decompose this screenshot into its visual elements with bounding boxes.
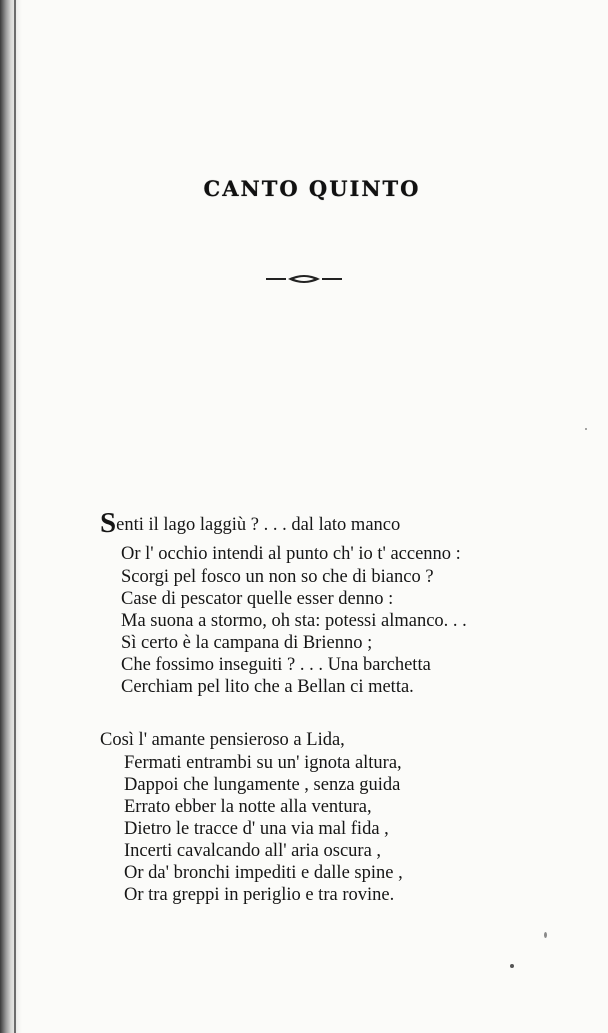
- verse-line: Scorgi pel fosco un non so che di bianco ?: [121, 567, 434, 587]
- verse-line: Ma suona a stormo, oh sta: potessi almanco. . .: [121, 611, 467, 631]
- verse-line: Or l' occhio intendi al punto ch' io t' accenno :: [121, 544, 461, 564]
- verse-line: Errato ebber la notte alla ventura,: [124, 797, 372, 817]
- verse-line: Dappoi che lungamente , senza guida: [124, 775, 401, 795]
- verse-line: Sì certo è la campana di Brienno ;: [121, 633, 373, 653]
- paper-speck: [544, 932, 547, 938]
- verse-line: Cerchiam pel lito che a Bellan ci metta.: [121, 677, 414, 697]
- verse-line: [100, 507, 401, 539]
- drop-cap-initial: S: [100, 507, 117, 539]
- paper-speck: [510, 964, 514, 968]
- verse-line: Or da' bronchi impediti e dalle spine ,: [124, 863, 403, 883]
- verse-line-text: enti il lago laggiù ? . . . dal lato manco: [116, 515, 401, 535]
- verse-line: Incerti cavalcando all' aria oscura ,: [124, 841, 382, 861]
- verse-line: Che fossimo inseguiti ? . . . Una barchetta: [121, 655, 431, 675]
- canto-heading: CANTO QUINTO: [203, 176, 421, 201]
- verse-line: Or tra greppi in periglio e tra rovine.: [124, 885, 395, 905]
- ornamental-rule-icon: [266, 272, 342, 286]
- paper-speck: [585, 428, 587, 430]
- verse-line: Così l' amante pensieroso a Lida,: [100, 730, 345, 750]
- book-spine-edge: [0, 0, 22, 1033]
- verse-line: Fermati entrambi su un' ignota altura,: [124, 753, 402, 773]
- binding-line: [14, 0, 16, 1033]
- verse-line: Case di pescator quelle esser denno :: [121, 589, 394, 609]
- verse-line: Dietro le tracce d' una via mal fida ,: [124, 819, 389, 839]
